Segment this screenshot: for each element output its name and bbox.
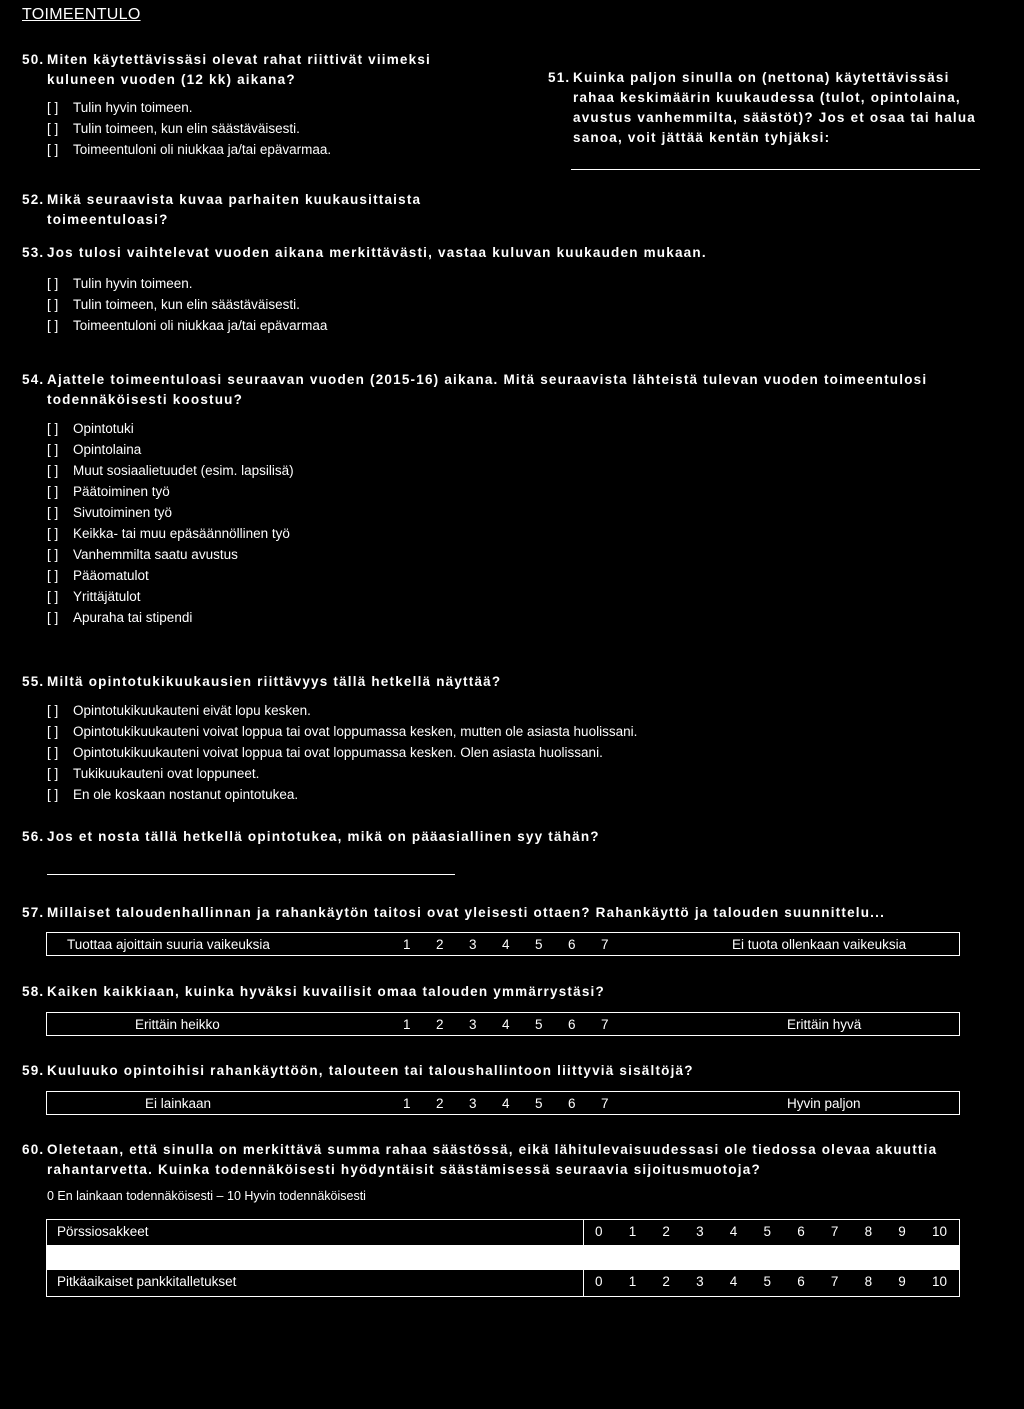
- scale-left-label: Ei lainkaan: [145, 1096, 212, 1111]
- checkbox[interactable]: [ ]: [47, 297, 59, 312]
- q50-options: [47, 97, 331, 160]
- option-label: Keikka- tai muu epäsäännöllinen työ: [73, 526, 290, 541]
- checkbox[interactable]: [ ]: [47, 121, 59, 136]
- answer-option[interactable]: [47, 565, 294, 586]
- answer-option[interactable]: [47, 700, 637, 721]
- scale-right-label: Erittäin hyvä: [787, 1017, 862, 1032]
- scale-option-1[interactable]: 1: [403, 1096, 411, 1111]
- scale-option-3[interactable]: 3: [696, 1224, 704, 1239]
- answer-option[interactable]: [47, 139, 331, 160]
- question-number: 50.: [22, 52, 45, 67]
- option-label: Toimeentuloni oli niukkaa ja/tai epävarmaa.: [73, 142, 332, 157]
- question-text: Miten käytettävissäsi olevat rahat riittivät viimeksi: [47, 52, 431, 67]
- q55-options: [47, 700, 637, 805]
- answer-option[interactable]: [47, 523, 294, 544]
- checkbox[interactable]: [ ]: [47, 745, 59, 760]
- scale-option-9[interactable]: 9: [898, 1224, 906, 1239]
- scale-option-0[interactable]: 0: [595, 1224, 603, 1239]
- question-number: 60.: [22, 1142, 45, 1157]
- answer-option[interactable]: [47, 294, 327, 315]
- question-text: Mikä seuraavista kuvaa parhaiten kuukausittaista: [47, 192, 422, 207]
- row-label: Pitkäaikaiset pankkitalletukset: [57, 1274, 237, 1289]
- scale-option-2[interactable]: 2: [436, 1017, 444, 1032]
- answer-option[interactable]: [47, 439, 294, 460]
- scale-left-label: Tuottaa ajoittain suuria vaikeuksia: [67, 937, 270, 952]
- question-text: Kuuluuko opintoihisi rahankäyttöön, talouteen tai taloushallintoon liittyviä sisältöjä?: [47, 1063, 694, 1078]
- scale-option-5[interactable]: 5: [763, 1274, 772, 1289]
- question-50: [22, 50, 462, 90]
- checkbox[interactable]: [ ]: [47, 589, 59, 604]
- scale-option-5[interactable]: 5: [535, 937, 543, 952]
- question-number: 56.: [22, 829, 45, 844]
- question-56: [22, 827, 1002, 847]
- option-label: Muut sosiaalietuudet (esim. lapsilisä): [73, 463, 294, 478]
- answer-option[interactable]: [47, 607, 294, 628]
- column-divider: [583, 1220, 584, 1296]
- answer-option[interactable]: [47, 315, 327, 336]
- question-57: [22, 903, 1012, 923]
- checkbox[interactable]: [ ]: [47, 142, 59, 157]
- scale-option-1[interactable]: 1: [628, 1274, 637, 1289]
- question-text: Ajattele toimeentuloasi seuraavan vuoden (2015-16) aikana. Mitä seuraavista lähteistä tulevan vuoden toimeentulosi: [47, 372, 928, 387]
- question-text: sanoa, voit jättää kentän tyhjäksi:: [573, 130, 831, 145]
- answer-option[interactable]: [47, 97, 331, 118]
- scale-option-8[interactable]: 8: [864, 1224, 873, 1239]
- answer-option[interactable]: [47, 742, 637, 763]
- answer-option[interactable]: [47, 118, 331, 139]
- option-label: Tukikuukauteni ovat loppuneet.: [73, 766, 260, 781]
- checkbox[interactable]: [ ]: [47, 442, 59, 457]
- table-row: [47, 1270, 959, 1295]
- checkbox[interactable]: [ ]: [47, 484, 59, 499]
- checkbox[interactable]: [ ]: [47, 276, 59, 291]
- scale-option-10[interactable]: 10: [932, 1224, 948, 1239]
- option-label: Tulin toimeen, kun elin säästäväisesti.: [73, 121, 300, 136]
- answer-option[interactable]: [47, 273, 327, 294]
- q57-scale: [46, 932, 960, 956]
- scale-option-8[interactable]: 8: [864, 1274, 873, 1289]
- row-label: Pörssiosakkeet: [57, 1224, 149, 1239]
- scale-option-6[interactable]: 6: [568, 1096, 576, 1111]
- question-58: [22, 982, 1012, 1002]
- scale-right-label: Ei tuota ollenkaan vaikeuksia: [732, 937, 907, 952]
- answer-option[interactable]: [47, 784, 637, 805]
- checkbox[interactable]: [ ]: [47, 318, 59, 333]
- answer-option[interactable]: [47, 763, 637, 784]
- scale-option-7[interactable]: 7: [830, 1224, 839, 1239]
- checkbox[interactable]: [ ]: [47, 610, 59, 625]
- scale-option-3[interactable]: 3: [469, 1017, 477, 1032]
- q53-options: [47, 273, 327, 336]
- scale-option-7[interactable]: 7: [830, 1274, 839, 1289]
- checkbox[interactable]: [ ]: [47, 463, 59, 478]
- question-text: Jos et nosta tällä hetkellä opintotukea, mikä on pääasiallinen syy tähän?: [47, 829, 600, 844]
- scale-option-6[interactable]: 6: [568, 1017, 576, 1032]
- scale-option-3[interactable]: 3: [696, 1274, 704, 1289]
- answer-option[interactable]: [47, 721, 637, 742]
- option-label: Yrittäjätulot: [73, 589, 141, 604]
- scale-option-7[interactable]: 7: [601, 1017, 609, 1032]
- question-number: 55.: [22, 674, 45, 689]
- question-number: 53.: [22, 245, 45, 260]
- q58-scale: [46, 1012, 960, 1036]
- scale-option-1[interactable]: 1: [403, 1017, 411, 1032]
- question-52: [22, 190, 482, 230]
- answer-option[interactable]: [47, 544, 294, 565]
- section-title: TOIMEENTULO: [22, 6, 141, 23]
- scale-option-3[interactable]: 3: [469, 937, 477, 952]
- question-number: 51.: [548, 70, 571, 85]
- scale-option-2[interactable]: 2: [662, 1224, 670, 1239]
- question-text: todennäköisesti koostuu?: [47, 392, 244, 407]
- question-54: [22, 370, 1012, 410]
- question-number: 54.: [22, 372, 45, 387]
- question-number: 57.: [22, 905, 45, 920]
- question-text: Kaiken kaikkiaan, kuinka hyväksi kuvailisit omaa talouden ymmärrystäsi?: [47, 984, 605, 999]
- scale-option-5[interactable]: 5: [535, 1096, 543, 1111]
- checkbox[interactable]: [ ]: [47, 547, 59, 562]
- q60-scale-legend: 0 En lainkaan todennäköisesti – 10 Hyvin todennäköisesti: [47, 1189, 366, 1203]
- scale-option-6[interactable]: 6: [797, 1224, 805, 1239]
- question-text: Oletetaan, että sinulla on merkittävä summa rahaa säästössä, eikä lähitulevaisuudessasi ole tiedossa olevaa akuuttia: [47, 1142, 938, 1157]
- option-label: Tulin toimeen, kun elin säästäväisesti.: [73, 297, 300, 312]
- table-row-spacer: [47, 1245, 959, 1270]
- scale-option-2[interactable]: 2: [436, 1096, 444, 1111]
- option-label: Pääomatulot: [73, 568, 149, 583]
- scale-option-1[interactable]: 1: [628, 1224, 637, 1239]
- scale-option-5[interactable]: 5: [763, 1224, 772, 1239]
- answer-option[interactable]: [47, 460, 294, 481]
- q54-options: [47, 418, 294, 628]
- table-row: [47, 1220, 959, 1245]
- option-label: Toimeentuloni oli niukkaa ja/tai epävarmaa: [73, 318, 328, 333]
- option-label: Opintotukikuukauteni eivät lopu kesken.: [73, 703, 311, 718]
- scale-option-9[interactable]: 9: [898, 1274, 906, 1289]
- checkbox[interactable]: [ ]: [47, 421, 59, 436]
- question-text: Millaiset taloudenhallinnan ja rahankäytön taitosi ovat yleisesti ottaen? Rahankäyttö ja talouden suunnittelu...: [47, 905, 886, 920]
- scale-option-4[interactable]: 4: [502, 937, 510, 952]
- option-label: Sivutoiminen työ: [73, 505, 173, 520]
- checkbox[interactable]: [ ]: [47, 526, 59, 541]
- scale-right-label: Hyvin paljon: [787, 1096, 861, 1111]
- answer-option[interactable]: [47, 418, 294, 439]
- option-label: Tulin hyvin toimeen.: [73, 276, 193, 291]
- answer-option[interactable]: [47, 481, 294, 502]
- question-text: rahaa keskimäärin kuukaudessa (tulot, opintolaina,: [573, 90, 961, 105]
- question-59: [22, 1061, 1012, 1081]
- answer-option[interactable]: [47, 586, 294, 607]
- answer-option[interactable]: [47, 502, 294, 523]
- scale-option-4[interactable]: 4: [502, 1017, 510, 1032]
- q60-table: [46, 1219, 960, 1297]
- question-text: avustus vanhemmilta, säästöt)? Jos et osaa tai halua: [573, 110, 977, 125]
- question-number: 59.: [22, 1063, 45, 1078]
- option-label: Päätoiminen työ: [73, 484, 170, 499]
- option-label: Opintotukikuukauteni voivat loppua tai ovat loppumassa kesken. Olen asiasta huolissani.: [73, 745, 603, 760]
- scale-option-6[interactable]: 6: [568, 937, 576, 952]
- question-text: toimeentuloasi?: [47, 212, 169, 227]
- scale-option-7[interactable]: 7: [601, 937, 609, 952]
- option-label: Opintolaina: [73, 442, 142, 457]
- checkbox[interactable]: [ ]: [47, 724, 59, 739]
- option-label: Apuraha tai stipendi: [73, 610, 193, 625]
- question-53: [22, 243, 1002, 263]
- option-label: Opintotuki: [73, 421, 134, 436]
- question-text: Miltä opintotukikuukausien riittävyys tällä hetkellä näyttää?: [47, 674, 502, 689]
- question-text: Kuinka paljon sinulla on (nettona) käytettävissäsi: [573, 70, 950, 85]
- q59-scale: [46, 1091, 960, 1115]
- option-label: Vanhemmilta saatu avustus: [73, 547, 238, 562]
- option-label: Opintotukikuukauteni voivat loppua tai ovat loppumassa kesken, mutten ole asiasta huolissani.: [73, 724, 638, 739]
- checkbox[interactable]: [ ]: [47, 766, 59, 781]
- checkbox[interactable]: [ ]: [47, 787, 59, 802]
- option-label: Tulin hyvin toimeen.: [73, 100, 193, 115]
- scale-option-4[interactable]: 4: [729, 1224, 738, 1239]
- scale-option-6[interactable]: 6: [797, 1274, 805, 1289]
- option-label: En ole koskaan nostanut opintotukea.: [73, 787, 299, 802]
- question-60: [22, 1140, 1017, 1180]
- checkbox[interactable]: [ ]: [47, 100, 59, 115]
- question-text: kuluneen vuoden (12 kk) aikana?: [47, 72, 296, 87]
- scale-option-4[interactable]: 4: [729, 1274, 738, 1289]
- checkbox[interactable]: [ ]: [47, 505, 59, 520]
- scale-option-2[interactable]: 2: [436, 937, 444, 952]
- scale-left-label: Erittäin heikko: [135, 1017, 220, 1032]
- q56-answer-field[interactable]: [47, 874, 455, 875]
- scale-option-0[interactable]: 0: [595, 1274, 603, 1289]
- scale-option-3[interactable]: 3: [469, 1096, 477, 1111]
- scale-option-5[interactable]: 5: [535, 1017, 543, 1032]
- scale-option-4[interactable]: 4: [502, 1096, 510, 1111]
- scale-option-7[interactable]: 7: [601, 1096, 609, 1111]
- question-text: rahantarvetta. Kuinka todennäköisesti hyödyntäisit säästämisessä seuraavia sijoitusmuotoja?: [47, 1162, 761, 1177]
- checkbox[interactable]: [ ]: [47, 703, 59, 718]
- checkbox[interactable]: [ ]: [47, 568, 59, 583]
- question-text: Jos tulosi vaihtelevat vuoden aikana merkittävästi, vastaa kuluvan kuukauden mukaan.: [47, 245, 707, 260]
- question-number: 58.: [22, 984, 45, 999]
- scale-option-2[interactable]: 2: [662, 1274, 670, 1289]
- scale-option-1[interactable]: 1: [403, 937, 411, 952]
- scale-option-10[interactable]: 10: [932, 1274, 948, 1289]
- question-51: [548, 68, 1008, 148]
- q51-answer-field[interactable]: [571, 169, 980, 170]
- question-55: [22, 672, 1002, 692]
- question-number: 52.: [22, 192, 45, 207]
